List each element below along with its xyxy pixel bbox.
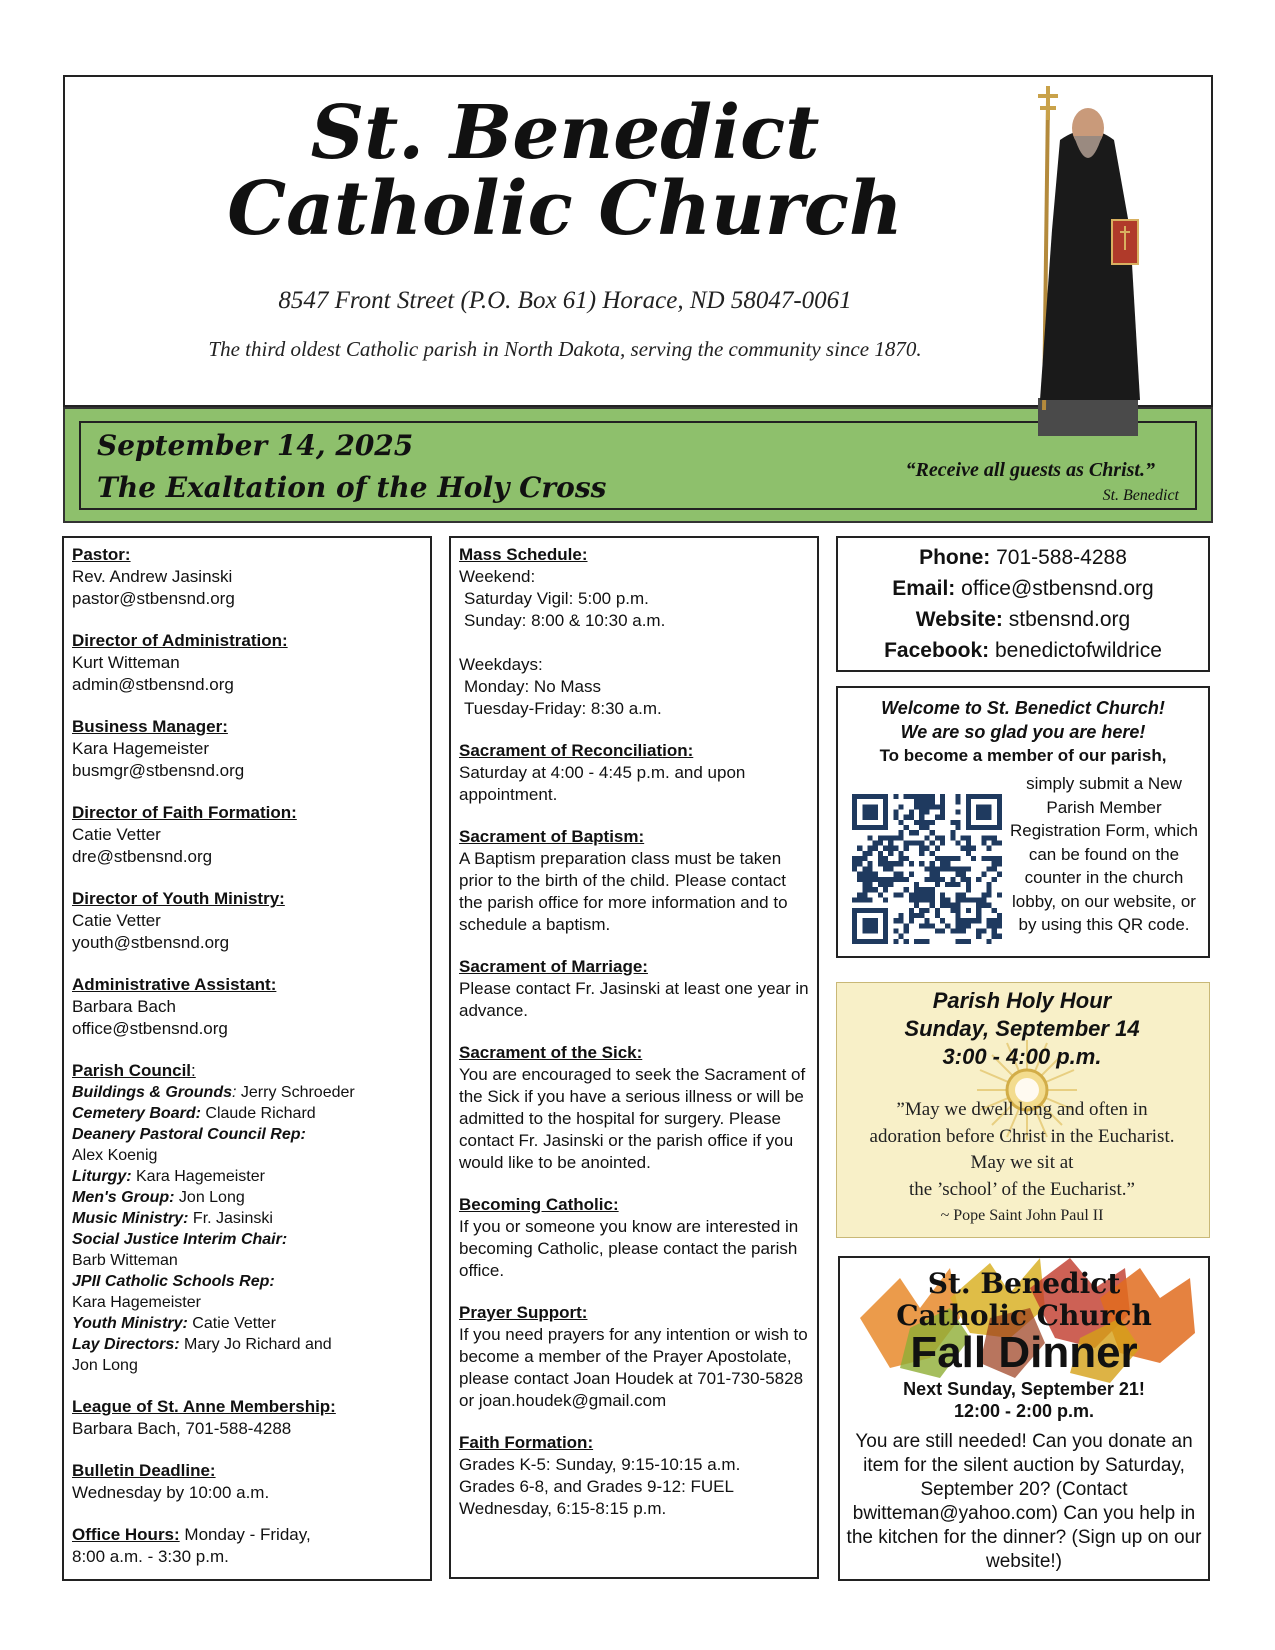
- prayer-support-section: [459, 1302, 809, 1412]
- fall-dinner-church: [840, 1268, 1208, 1332]
- council-member-name: Mary Jo Richard and: [179, 1336, 332, 1353]
- mass-weekdays-label: Weekdays:: [459, 655, 543, 674]
- faith-formation-section: [459, 1432, 809, 1520]
- deadline-section: [72, 1460, 422, 1504]
- council-social-justice-member: Barb Witteman: [72, 1252, 178, 1269]
- bulletin-date: September 14, 2025: [97, 429, 414, 462]
- council-member-name: Kara Hagemeister: [131, 1168, 265, 1185]
- church-tagline: The third oldest Catholic parish in North Dakota, serving the community since 1870.: [208, 337, 922, 361]
- fall-dinner-details: You are still needed! Can you donate an item for the silent auction by Saturday, September 20? (Contact bwitteman@yahoo.com) Can you help in the kitchen for the dinner? (Sign up on our website!): [846, 1431, 1202, 1572]
- council-role-label: Music Ministry:: [72, 1210, 189, 1227]
- holy-hour-box: [836, 982, 1210, 1238]
- sick-section: [459, 1042, 809, 1174]
- fall-dinner-headline: Fall Dinner: [910, 1328, 1138, 1377]
- admin-assistant-section: [72, 974, 422, 1040]
- church-name-line2: Catholic Church: [227, 166, 903, 252]
- mass-monday: Monday: No Mass: [464, 677, 601, 696]
- council-role-label: Youth Ministry:: [72, 1315, 188, 1332]
- council-member-name: Claude Richard: [200, 1105, 316, 1122]
- church-name: [65, 90, 1065, 252]
- council-mens-group: [72, 1187, 422, 1208]
- quote-line: the ’school’ of the Eucharist.”: [909, 1178, 1135, 1200]
- baptism-section: [459, 826, 809, 936]
- youth-director-email[interactable]: youth@stbensnd.org: [72, 933, 230, 952]
- council-music: [72, 1208, 422, 1229]
- fall-dinner-when: [840, 1378, 1208, 1422]
- prayer-support-title: Prayer Support:: [459, 1303, 588, 1322]
- office-hours-days: Monday - Friday,: [179, 1525, 311, 1544]
- holy-hour-quote: [837, 1097, 1207, 1230]
- prayer-support-text: If you need prayers for any intention or wish to become a member of the Prayer Apostolate, please contact Joan Houdek at 701-730-5828: [459, 1325, 808, 1388]
- council-youth: [72, 1313, 422, 1334]
- welcome-instructions: simply submit a New Parish Member Registration Form, which can be found on the counter in the church lobby, on our website, or by using this QR code.: [1009, 774, 1198, 934]
- business-manager-name: Kara Hagemeister: [72, 739, 210, 758]
- church-name-line1: St. Benedict: [310, 90, 820, 176]
- faith-formation-director-name: Catie Vetter: [72, 825, 161, 844]
- council-role-label: Deanery Pastoral Council Rep:: [72, 1126, 306, 1143]
- becoming-catholic-title: Becoming Catholic:: [459, 1195, 619, 1214]
- contact-value[interactable]: benedictofwildrice: [989, 639, 1162, 662]
- council-role-label: Buildings & Grounds: [72, 1084, 232, 1101]
- contact-label: Email:: [892, 577, 956, 600]
- youth-director-section: [72, 888, 422, 954]
- admin-assistant-email[interactable]: office@stbensnd.org: [72, 1019, 228, 1038]
- faith-formation-director-email[interactable]: dre@stbensnd.org: [72, 847, 213, 866]
- league-title: League of St. Anne Membership:: [72, 1397, 336, 1416]
- council-lay-directors-member: Jon Long: [72, 1357, 138, 1374]
- league-section: [72, 1396, 422, 1440]
- quote-line: May we sit at: [970, 1152, 1074, 1173]
- becoming-catholic-text: If you or someone you know are interested in becoming Catholic, please contact the parish office.: [459, 1217, 799, 1280]
- council-role-label: Cemetery Board:: [72, 1105, 201, 1122]
- council-deanery: [72, 1124, 422, 1145]
- council-member-name: Jon Long: [174, 1189, 245, 1206]
- council-role-label: Lay Directors:: [72, 1336, 180, 1353]
- council-cemetery: [72, 1103, 422, 1124]
- reconciliation-section: [459, 740, 809, 806]
- mass-tuesday-friday: Tuesday-Friday: 8:30 a.m.: [464, 699, 662, 718]
- council-lay-directors: [72, 1334, 422, 1355]
- sacraments-column: [449, 536, 819, 1579]
- youth-director-name: Catie Vetter: [72, 911, 161, 930]
- parish-council-title: Parish Council: [72, 1061, 192, 1080]
- mass-schedule-section: [459, 544, 809, 720]
- council-jpii: [72, 1271, 422, 1292]
- welcome-membership-lead: To become a member of our parish,: [879, 746, 1167, 765]
- welcome-heading: [838, 696, 1208, 744]
- admin-assistant-name: Barbara Bach: [72, 997, 176, 1016]
- deadline-title: Bulletin Deadline:: [72, 1461, 216, 1480]
- deadline-text: Wednesday by 10:00 a.m.: [72, 1483, 270, 1502]
- council-member-name: Fr. Jasinski: [188, 1210, 273, 1227]
- admin-email[interactable]: admin@stbensnd.org: [72, 675, 234, 694]
- contact-box: [836, 536, 1210, 672]
- reconciliation-text: Saturday at 4:00 - 4:45 p.m. and upon appointment.: [459, 763, 746, 804]
- faith-formation-6-12: Grades 6-8, and Grades 9-12: FUEL: [459, 1477, 734, 1496]
- fall-dinner-church-line1: St. Benedict: [927, 1267, 1121, 1300]
- sick-text: You are encouraged to seek the Sacrament of the Sick if you have a serious illness or will be admitted to the hospital for surgery. Please contact Fr. Jasinski or the parish office if you would like to be anointed.: [459, 1065, 806, 1172]
- quote-attribution: ~ Pope Saint John Paul II: [940, 1207, 1104, 1224]
- council-role-label: Liturgy:: [72, 1168, 132, 1185]
- council-role-label: Men's Group:: [72, 1189, 175, 1206]
- pastor-section: [72, 544, 422, 610]
- faith-formation-time: Wednesday, 6:15-8:15 p.m.: [459, 1499, 667, 1518]
- admin-assistant-title: Administrative Assistant:: [72, 975, 277, 994]
- pastor-title: Pastor:: [72, 545, 131, 564]
- welcome-line2: We are so glad you are here!: [900, 722, 1146, 742]
- contact-label: Facebook:: [884, 639, 990, 662]
- council-role-label: JPII Catholic Schools Rep:: [72, 1273, 275, 1290]
- prayer-support-email[interactable]: or joan.houdek@gmail.com: [459, 1391, 667, 1410]
- holy-hour-date: Sunday, September 14: [904, 1016, 1140, 1041]
- council-role-colon: :: [232, 1084, 237, 1101]
- quote-line: ”May we dwell long and often in: [896, 1099, 1148, 1120]
- business-manager-email[interactable]: busmgr@stbensnd.org: [72, 761, 245, 780]
- holy-hour-time: 3:00 - 4:00 p.m.: [942, 1044, 1102, 1069]
- contact-phone: [838, 542, 1208, 573]
- contact-value[interactable]: office@stbensnd.org: [955, 577, 1154, 600]
- holy-hour-title: Parish Holy Hour: [932, 988, 1112, 1013]
- parish-council-section: [72, 1060, 422, 1376]
- fall-dinner-box: [838, 1256, 1210, 1581]
- parish-council-colon: :: [191, 1061, 196, 1080]
- contact-value[interactable]: stbensnd.org: [1002, 608, 1131, 631]
- faith-formation-title: Faith Formation:: [459, 1433, 594, 1452]
- fall-dinner-date: Next Sunday, September 21!: [903, 1379, 1145, 1399]
- council-buildings: [72, 1082, 422, 1103]
- registration-qr-code[interactable]: [852, 794, 1002, 944]
- benedict-quote: “Receive all guests as Christ.”: [905, 459, 1155, 481]
- marriage-title: Sacrament of Marriage:: [459, 957, 648, 976]
- baptism-title: Sacrament of Baptism:: [459, 827, 645, 846]
- contact-facebook: [838, 635, 1208, 666]
- contact-label: Website:: [915, 608, 1003, 631]
- staff-directory: [62, 536, 432, 1581]
- faith-formation-director-section: [72, 802, 422, 868]
- statue-cross: [1038, 86, 1058, 120]
- reconciliation-title: Sacrament of Reconciliation:: [459, 741, 694, 760]
- sick-title: Sacrament of the Sick:: [459, 1043, 643, 1062]
- contact-website: [838, 604, 1208, 635]
- becoming-catholic-section: [459, 1194, 809, 1282]
- baptism-text: A Baptism preparation class must be taken prior to the birth of the child. Please contact the parish office for more information and to schedule a baptism.: [459, 849, 788, 934]
- marriage-text: Please contact Fr. Jasinski at least one year in advance.: [459, 979, 809, 1020]
- council-role-label: Social Justice Interim Chair:: [72, 1231, 288, 1248]
- council-deanery-member: Alex Koenig: [72, 1147, 158, 1164]
- mass-vigil: Saturday Vigil: 5:00 p.m.: [464, 589, 649, 608]
- marriage-section: [459, 956, 809, 1022]
- church-address: 8547 Front Street (P.O. Box 61) Horace, ND 58047-0061: [278, 287, 852, 314]
- quote-line: adoration before Christ in the Eucharist.: [869, 1125, 1175, 1147]
- faith-formation-director-title: Director of Faith Formation:: [72, 803, 297, 822]
- benedict-quote-attribution: St. Benedict: [1102, 487, 1179, 504]
- contact-value[interactable]: 701-588-4288: [990, 546, 1127, 569]
- business-manager-title: Business Manager:: [72, 717, 228, 736]
- council-liturgy: [72, 1166, 422, 1187]
- fall-dinner-time: 12:00 - 2:00 p.m.: [953, 1401, 1095, 1421]
- faith-formation-k5: Grades K-5: Sunday, 9:15-10:15 a.m.: [459, 1455, 741, 1474]
- mass-schedule-title: Mass Schedule:: [459, 545, 588, 564]
- office-hours-section: [72, 1524, 422, 1568]
- holy-hour-heading: [837, 987, 1207, 1071]
- council-social-justice: [72, 1229, 422, 1250]
- business-manager-section: [72, 716, 422, 782]
- statue-base: [1038, 398, 1138, 436]
- office-hours-times: 8:00 a.m. - 3:30 p.m.: [72, 1547, 229, 1566]
- office-hours-title: Office Hours:: [72, 1525, 180, 1544]
- pastor-name: Rev. Andrew Jasinski: [72, 567, 233, 586]
- feast-name: The Exaltation of the Holy Cross: [97, 471, 607, 504]
- admin-section: [72, 630, 422, 696]
- contact-label: Phone:: [919, 546, 991, 569]
- council-member-name: Jerry Schroeder: [236, 1084, 355, 1101]
- council-member-name: Catie Vetter: [187, 1315, 276, 1332]
- st-benedict-statue-image: [1010, 80, 1160, 440]
- council-jpii-member: Kara Hagemeister: [72, 1294, 201, 1311]
- pastor-email[interactable]: pastor@stbensnd.org: [72, 589, 235, 608]
- youth-director-title: Director of Youth Ministry:: [72, 889, 285, 908]
- admin-name: Kurt Witteman: [72, 653, 180, 672]
- admin-title: Director of Administration:: [72, 631, 288, 650]
- welcome-box: [836, 686, 1210, 958]
- mass-sunday: Sunday: 8:00 & 10:30 a.m.: [464, 611, 666, 630]
- contact-email: [838, 573, 1208, 604]
- welcome-line1: Welcome to St. Benedict Church!: [881, 698, 1165, 718]
- fall-dinner-church-line2: Catholic Church: [896, 1299, 1152, 1332]
- mass-weekend-label: Weekend:: [459, 567, 536, 586]
- league-contact: Barbara Bach, 701-588-4288: [72, 1419, 292, 1438]
